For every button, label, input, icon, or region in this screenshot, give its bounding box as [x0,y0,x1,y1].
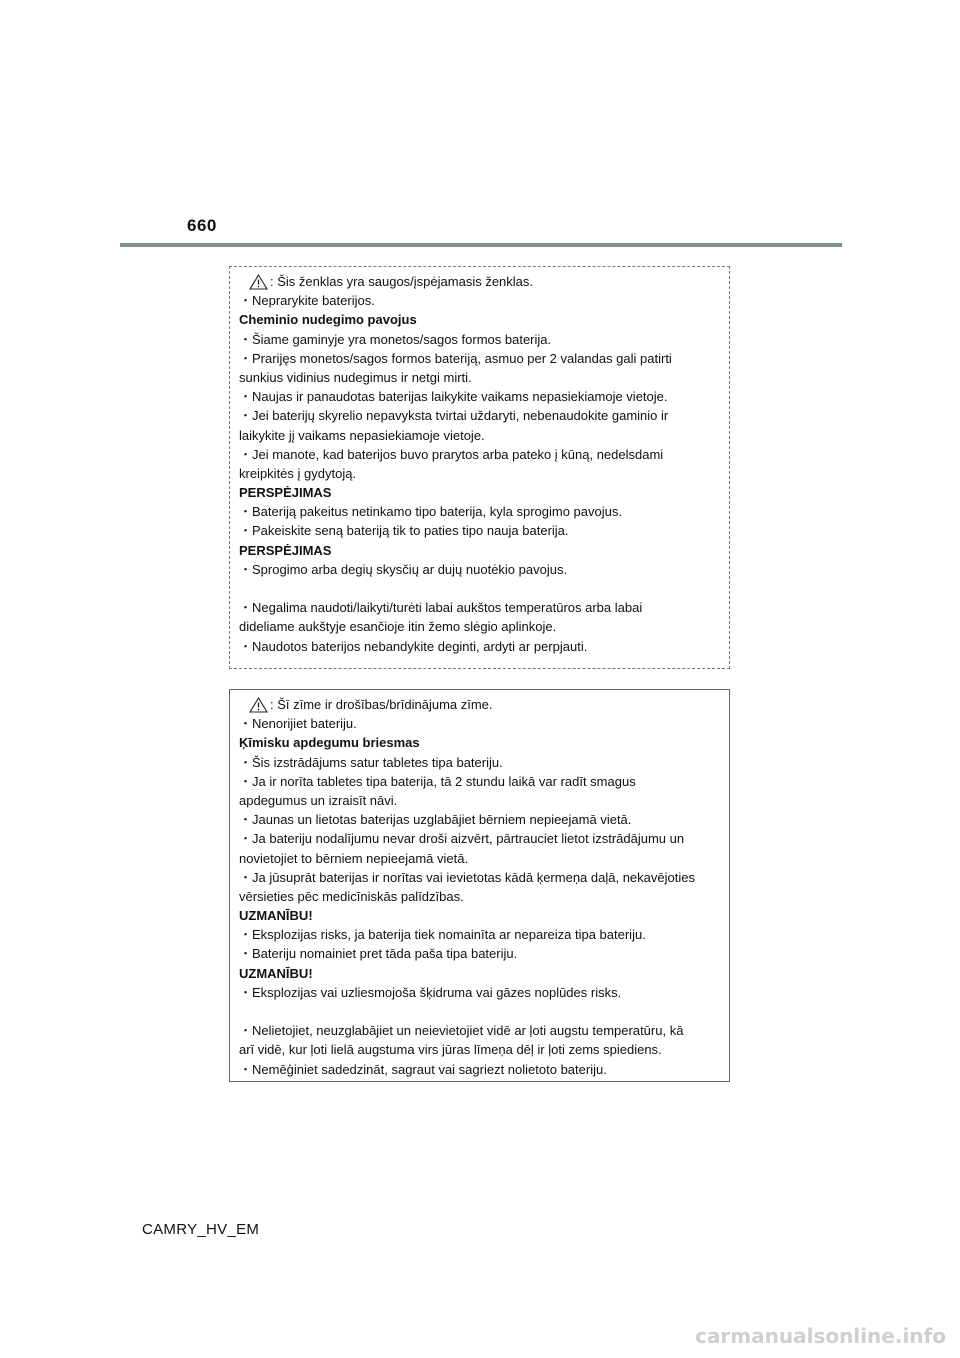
text-line: laikykite jį vaikams nepasiekiamoje vietoje. [239,427,485,443]
text-line: ・Neprarykite baterijos. [239,293,375,309]
text-line: ・Naujas ir panaudotas baterijas laikykite vaikams nepasiekiamoje vietoje. [239,389,668,405]
text-line: ・Pakeiskite seną bateriją tik to paties tipo nauja baterija. [239,523,569,539]
text-line: ・Ja jūsuprāt baterijas ir norītas vai ievietotas kādā ķermeņa daļā, nekavējoties [239,869,695,885]
section-heading: UZMANĪBU! [239,965,313,981]
text-line: dideliame aukštyje esančioje itin žemo slėgio aplinkoje. [239,619,557,635]
text-line: ・Nelietojiet, neuzglabājiet un neievietojiet vidē ar ļoti augstu temperatūru, kā [239,1023,684,1039]
text-line: arī vidē, kur ļoti lielā augstuma virs jūras līmeņa dēļ ir ļoti zems spiediens. [239,1042,662,1058]
section-heading: PERSPĖJIMAS [239,485,332,501]
text-line: vērsieties pēc medicīniskās palīdzības. [239,888,464,904]
text-line: ・Prarijęs monetos/sagos formos bateriją, asmuo per 2 valandas gali patirti [239,350,672,366]
text-line: ・Jei manote, kad baterijos buvo prarytos arba pateko į kūną, nedelsdami [239,446,664,462]
text-line: ・Jaunas un lietotas baterijas uzglabājiet bērniem nepieejamā vietā. [239,812,632,828]
text-line: sunkius vidinius nudegimus ir netgi mirti. [239,369,472,385]
text-line: ・Šiame gaminyje yra monetos/sagos formos baterija. [239,331,552,347]
text-line: ・Šis izstrādājums satur tabletes tipa bateriju. [239,754,503,770]
warning-triangle-icon [249,274,268,290]
text-line: ・Jei baterijų skyrelio nepavyksta tvirtai uždaryti, nebenaudokite gaminio ir [239,408,669,424]
text-line: ・Bateriją pakeitus netinkamo tipo baterija, kyla sprogimo pavojus. [239,504,622,520]
text-line: ・Nemēģiniet sadedzināt, sagraut vai sagriezt nolietoto bateriju. [239,1061,607,1077]
watermark: carmanualsonline.info [695,1324,946,1348]
text-line: ・Ja bateriju nodalījumu nevar droši aizvērt, pārtrauciet lietot izstrādājumu un [239,831,685,847]
text-line: ・Sprogimo arba degių skysčių ar dujų nuotėkio pavojus. [239,561,568,577]
latvian-lines [239,714,721,1079]
text-line: ・Bateriju nomainiet pret tāda paša tipa bateriju. [239,946,518,962]
text-line: apdegumus un izraisīt nāvi. [239,792,398,808]
section-heading: Cheminio nudegimo pavojus [239,312,417,328]
text-line: ・Negalima naudoti/laikyti/turėti labai aukštos temperatūros arba labai [239,600,643,616]
lithuanian-warning-box [229,266,730,669]
latvian-warning-box [229,689,730,1082]
section-heading: UZMANĪBU! [239,908,313,924]
text-line: ・Nenorijiet bateriju. [239,716,357,732]
lithuanian-lines [239,291,721,656]
warning-symbol-line [239,695,721,714]
text-line: ・Eksplozijas risks, ja baterija tiek nomainīta ar nepareiza tipa bateriju. [239,927,646,943]
blank-line [239,1002,721,1021]
warning-symbol-line [239,272,721,291]
text-line: ・Eksplozijas vai uzliesmojoša šķidruma vai gāzes noplūdes risks. [239,984,622,1000]
header-rule [120,243,842,247]
blank-line [239,579,721,598]
text-line: novietojiet to bērniem nepieejamā vietā. [239,850,469,866]
text-line: ・Naudotos baterijos nebandykite deginti, ardyti ar perpjauti. [239,638,588,654]
warning-symbol-text: : Šī zīme ir drošības/brīdinājuma zīme. [270,697,493,712]
document-code: CAMRY_HV_EM [142,1221,260,1238]
section-heading: Ķīmisku apdegumu briesmas [239,735,420,751]
text-line: ・Ja ir norīta tabletes tipa baterija, tā 2 stundu laikā var radīt smagus [239,773,636,789]
warning-triangle-icon [249,697,268,713]
text-line: kreipkitės į gydytoją. [239,465,357,481]
warning-symbol-text: : Šis ženklas yra saugos/įspėjamasis ženklas. [270,274,534,289]
page-number: 660 [187,216,217,235]
section-heading: PERSPĖJIMAS [239,542,332,558]
